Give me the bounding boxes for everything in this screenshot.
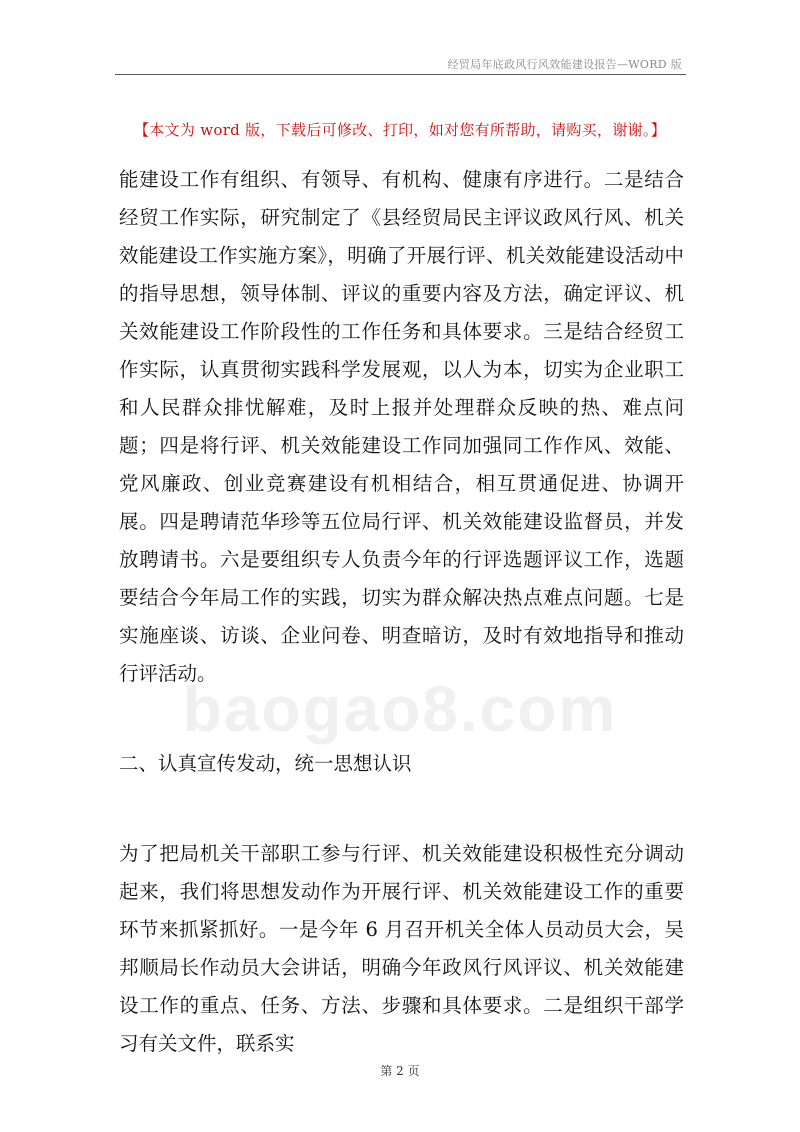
page-number: 第 2 页 [380, 1064, 420, 1078]
watermark: baogao8.com [182, 673, 618, 745]
body-paragraph: 为了把局机关干部职工参与行评、机关效能建设积极性充分调动起来，我们将思想发动作为开展行评、机关效能建设工作的重要环节来抓紧抓好。一是今年 6 月召开机关全体人员动员大会，吴邦顺局长作动员大会讲话，明确今年政风行风评议、机关效能建设工作的重点、任务、方法、步骤和具体要求。二是组织干部学习有关文件，联系实 [119, 842, 684, 1055]
header-divider [115, 74, 686, 75]
header-title: 经贸局年底政风行风效能建设报告—WORD 版 [447, 58, 682, 71]
section-heading: 二、认真宣传发动，统一思想认识 [119, 752, 412, 775]
document-body [119, 161, 684, 1063]
download-notice: 【本文为 word 版，下载后可修改、打印，如对您有所帮助，请购买，谢谢。】 [133, 121, 667, 139]
body-paragraph: 能建设工作有组织、有领导、有机构、健康有序进行。二是结合经贸工作实际，研究制定了《县经贸局民主评议政风行风、机关效能建设工作实施方案》，明确了开展行评、机关效能建设活动中的指导思想，领导体制、评议的重要内容及方法，确定评议、机关效能建设工作阶段性的工作任务和具体要求。三是结合经贸工作实际，认真贯彻实践科学发展观，以人为本，切实为企业职工和人民群众排忧解难，及时上报并处理群众反映的热、难点问题；四是将行评、机关效能建设工作同加强同工作作风、效能、党风廉政、创业竞赛建设有机相结合，相互贯通促进、协调开展。四是聘请范华珍等五位局行评、机关效能建设监督员，并发放聘请书。六是要组织专人负责今年的行评选题评议工作，选题要结合今年局工作的实践，切实为群众解决热点难点问题。七是实施座谈、访谈、企业问卷、明查暗访，及时有效地指导和推动行评活动。 [119, 168, 684, 685]
